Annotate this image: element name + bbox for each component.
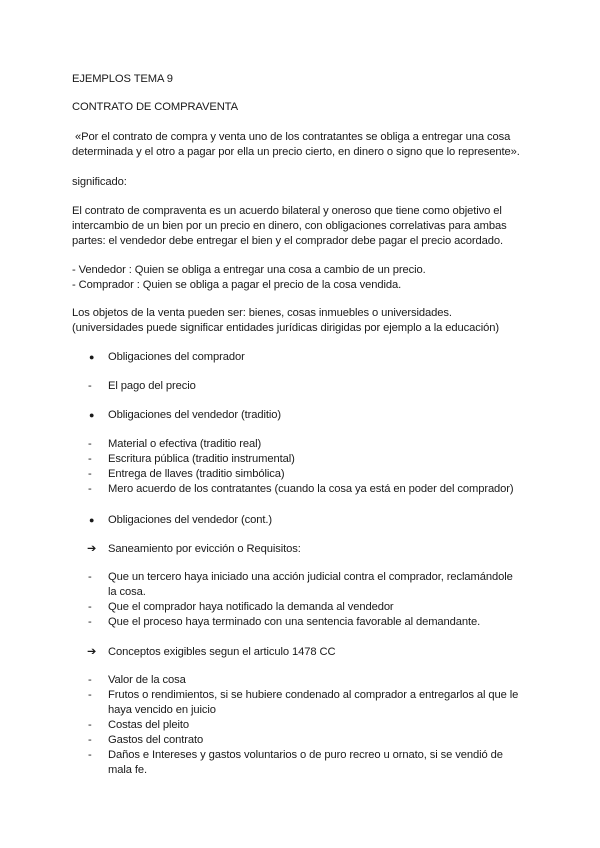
list-item: Que el proceso haya terminado con una sentencia favorable al demandante. [108, 616, 481, 628]
arrow-icon: ➔ [87, 543, 97, 555]
document-title: EJEMPLOS TEMA 9 [72, 73, 173, 85]
party-line: - Vendedor : Quien se obliga a entregar una cosa a cambio de un precio. [72, 264, 426, 276]
party-line: - Comprador : Quien se obliga a pagar el precio de la cosa vendida. [72, 279, 402, 291]
list-item: Que un tercero haya iniciado una acción judicial contra el comprador, reclamándole [108, 571, 513, 583]
dash-marker: - [88, 571, 92, 583]
list-item: El pago del precio [108, 380, 196, 392]
dash-marker: - [88, 453, 92, 465]
bullet-icon: ● [89, 410, 95, 420]
list-item: Costas del pleito [108, 719, 190, 731]
list-item-continuation: la cosa. [108, 586, 146, 598]
seller-obligations-heading: Obligaciones del vendedor (traditio) [108, 409, 282, 421]
eviction-heading: Saneamiento por evicción o Requisitos: [108, 543, 301, 555]
list-item: Mero acuerdo de los contratantes (cuando la cosa ya está en poder del comprador) [108, 483, 514, 495]
quote-line: determinada y el otro a pagar por ella un precio cierto, en dinero o signo que lo represente». [72, 146, 520, 158]
dash-marker: - [88, 616, 92, 628]
list-item: Frutos o rendimientos, si se hubiere condenado al comprador a entregarlos al que le [108, 689, 519, 701]
arrow-icon: ➔ [87, 646, 97, 658]
definition-line: partes: el vendedor debe entregar el bien y el comprador debe pagar el precio acordado. [72, 235, 504, 247]
bullet-icon: ● [89, 352, 95, 362]
dash-marker: - [88, 483, 92, 495]
dash-marker: - [88, 689, 92, 701]
quote-line: «Por el contrato de compra y venta uno de los contratantes se obliga a entregar una cosa [75, 131, 511, 143]
definition-line: El contrato de compraventa es un acuerdo bilateral y oneroso que tiene como objetivo el [72, 205, 502, 217]
list-item: Entrega de llaves (traditio simbólica) [108, 468, 285, 480]
dash-marker: - [88, 601, 92, 613]
buyer-obligations-heading: Obligaciones del comprador [108, 351, 245, 363]
dash-marker: - [88, 719, 92, 731]
meaning-label: significado: [72, 176, 127, 188]
dash-marker: - [88, 380, 92, 392]
list-item: Daños e Intereses y gastos voluntarios o de puro recreo u ornato, si se vendió de [108, 749, 503, 761]
list-item: Escritura pública (traditio instrumental) [108, 453, 295, 465]
dash-marker: - [88, 749, 92, 761]
list-item: Valor de la cosa [108, 674, 186, 686]
objects-line: (universidades puede significar entidades jurídicas dirigidas por ejemplo a la educación) [72, 322, 500, 334]
list-item-continuation: mala fe. [108, 764, 147, 776]
concepts-heading: Conceptos exigibles segun el articulo 1478 CC [108, 646, 336, 658]
bullet-icon: ● [89, 515, 95, 525]
objects-line: Los objetos de la venta pueden ser: bienes, cosas inmuebles o universidades. [72, 307, 452, 319]
dash-marker: - [88, 674, 92, 686]
list-item: Material o efectiva (traditio real) [108, 438, 262, 450]
document-subtitle: CONTRATO DE COMPRAVENTA [72, 101, 238, 113]
seller-obligations-cont-heading: Obligaciones del vendedor (cont.) [108, 514, 272, 526]
list-item-continuation: haya vencido en juicio [108, 704, 216, 716]
dash-marker: - [88, 438, 92, 450]
definition-line: intercambio de un bien por un precio en dinero, con obligaciones correlativas para ambas [72, 220, 507, 232]
dash-marker: - [88, 468, 92, 480]
list-item: Gastos del contrato [108, 734, 204, 746]
dash-marker: - [88, 734, 92, 746]
list-item: Que el comprador haya notificado la demanda al vendedor [108, 601, 394, 613]
